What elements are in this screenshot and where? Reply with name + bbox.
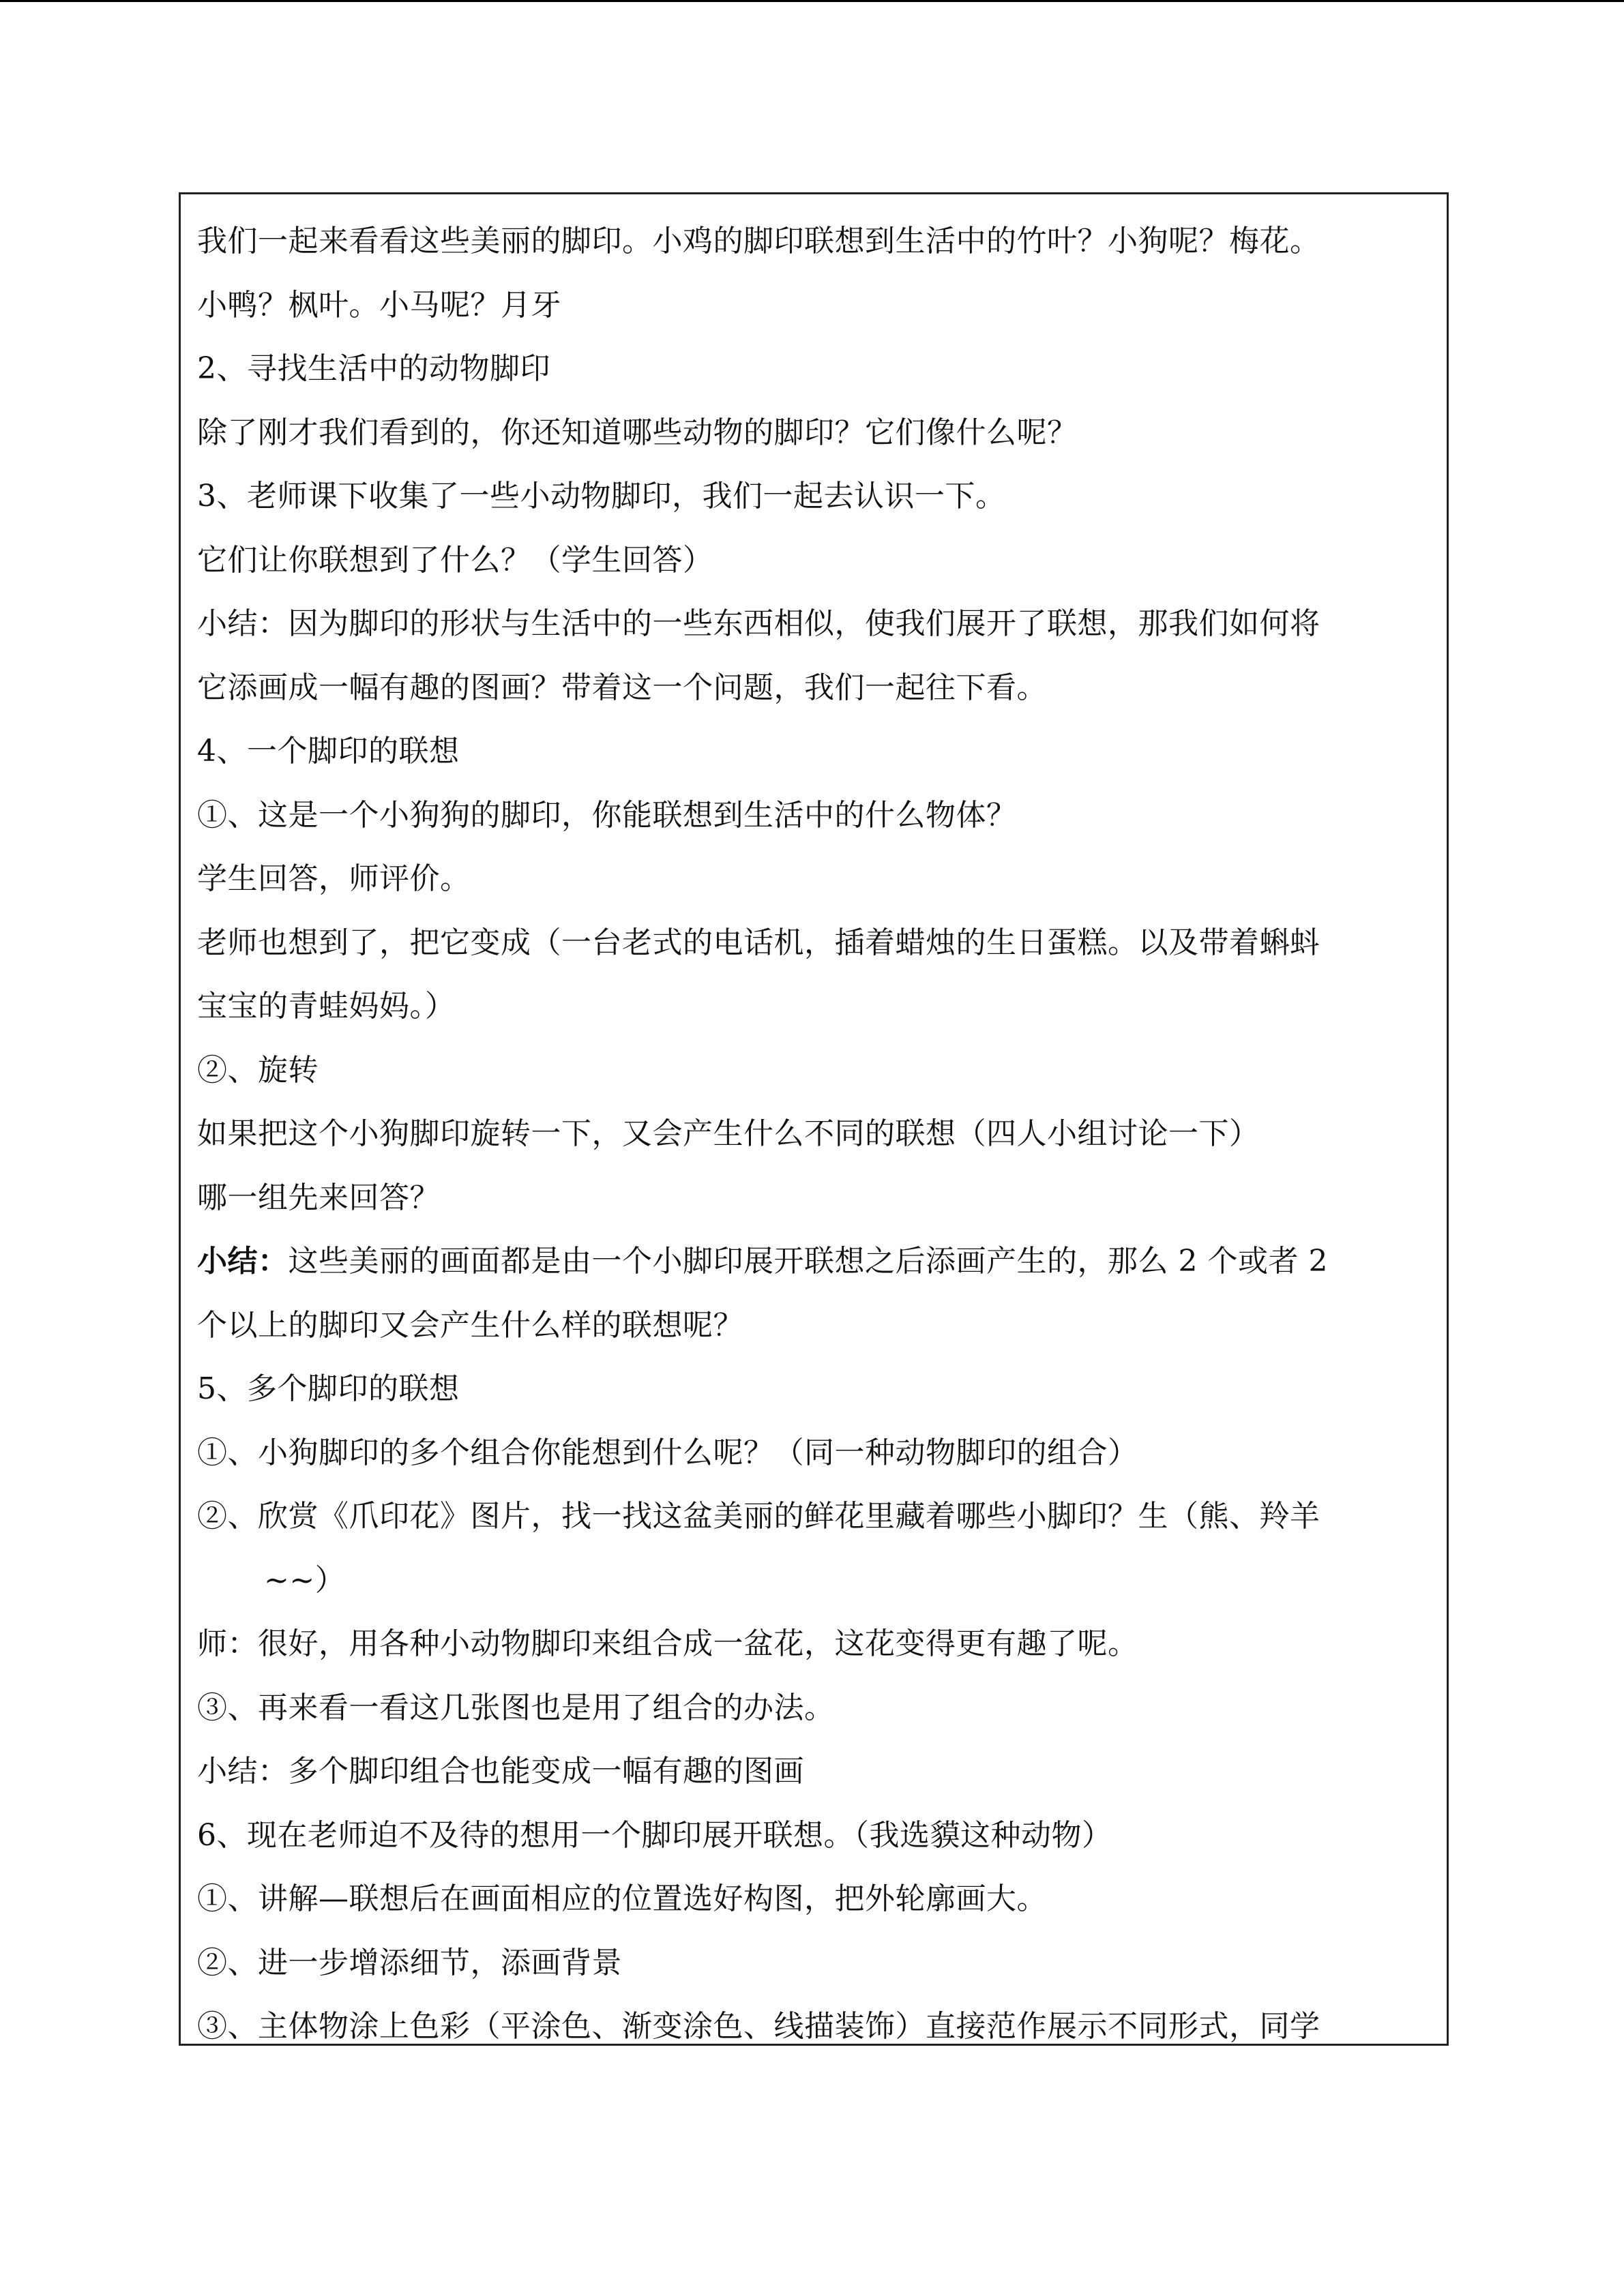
lesson-plan-table-cell	[179, 192, 1449, 2046]
summary-label: 小结：	[197, 1244, 289, 1279]
text-line-26: 6、现在老师迫不及待的想用一个脚印展开联想。（我选貘这种动物）	[197, 1817, 1112, 1853]
text-line-20: ①、小狗脚印的多个组合你能想到什么呢？（同一种动物脚印的组合）	[197, 1435, 1138, 1470]
text-line-7: 小结：因为脚印的形状与生活中的一些东西相似，使我们展开了联想，那我们如何将	[197, 606, 1320, 641]
text-line-22: ~~）	[264, 1562, 346, 1598]
text-line-12: 老师也想到了，把它变成（一台老式的电话机，插着蜡烛的生日蛋糕。以及带着蝌蚪	[197, 925, 1320, 960]
text-line-10: ①、这是一个小狗狗的脚印，你能联想到生活中的什么物体？	[197, 797, 1017, 833]
text-line-28: ②、进一步增添细节，添画背景	[197, 1945, 622, 1980]
summary-text: 这些美丽的画面都是由一个小脚印展开联想之后添画产生的，那么 2 个或者 2	[288, 1244, 1328, 1279]
text-line-25: 小结：多个脚印组合也能变成一幅有趣的图画	[197, 1754, 804, 1789]
text-line-11: 学生回答，师评价。	[197, 861, 471, 896]
text-line-18: 个以上的脚印又会产生什么样的联想呢？	[197, 1307, 743, 1343]
text-line-29: ③、主体物涂上色彩（平涂色、渐变涂色、线描装饰）直接范作展示不同形式，同学	[197, 2009, 1320, 2044]
text-line-19: 5、多个脚印的联想	[197, 1371, 460, 1406]
text-line-8: 它添画成一幅有趣的图画？带着这一个问题，我们一起往下看。	[197, 670, 1047, 705]
text-line-24: ③、再来看一看这几张图也是用了组合的办法。	[197, 1690, 835, 1725]
text-line-1: 我们一起来看看这些美丽的脚印。小鸡的脚印联想到生活中的竹叶？小狗呢？梅花。	[197, 224, 1320, 258]
page-top-rule	[0, 0, 1624, 2]
text-line-6: 它们让你联想到了什么？（学生回答）	[197, 542, 713, 578]
text-line-27: ①、讲解—联想后在画面相应的位置选好构图，把外轮廓画大。	[197, 1881, 1047, 1916]
text-line-9: 4、一个脚印的联想	[197, 734, 460, 769]
text-line-5: 3、老师课下收集了一些小动物脚印，我们一起去认识一下。	[197, 479, 1006, 513]
lesson-text-body	[197, 209, 1425, 2059]
text-line-17	[197, 1229, 1425, 1294]
text-line-3: 2、寻找生活中的动物脚印	[197, 351, 550, 386]
text-line-21: ②、欣赏《爪印花》图片，找一找这盆美丽的鲜花里藏着哪些小脚印？生（熊、羚羊	[197, 1499, 1320, 1534]
text-line-23: 师：很好，用各种小动物脚印来组合成一盆花，这花变得更有趣了呢。	[197, 1626, 1138, 1661]
text-line-15: 如果把这个小狗脚印旋转一下，又会产生什么不同的联想（四人小组讨论一下）	[197, 1116, 1260, 1151]
text-line-14: ②、旋转	[197, 1052, 319, 1088]
text-line-16: 哪一组先来回答？	[197, 1180, 440, 1215]
text-line-13: 宝宝的青蛙妈妈。）	[197, 989, 456, 1024]
text-line-4: 除了刚才我们看到的，你还知道哪些动物的脚印？它们像什么呢？	[197, 415, 1078, 450]
text-line-2: 小鸭？枫叶。小马呢？月牙	[197, 287, 561, 323]
